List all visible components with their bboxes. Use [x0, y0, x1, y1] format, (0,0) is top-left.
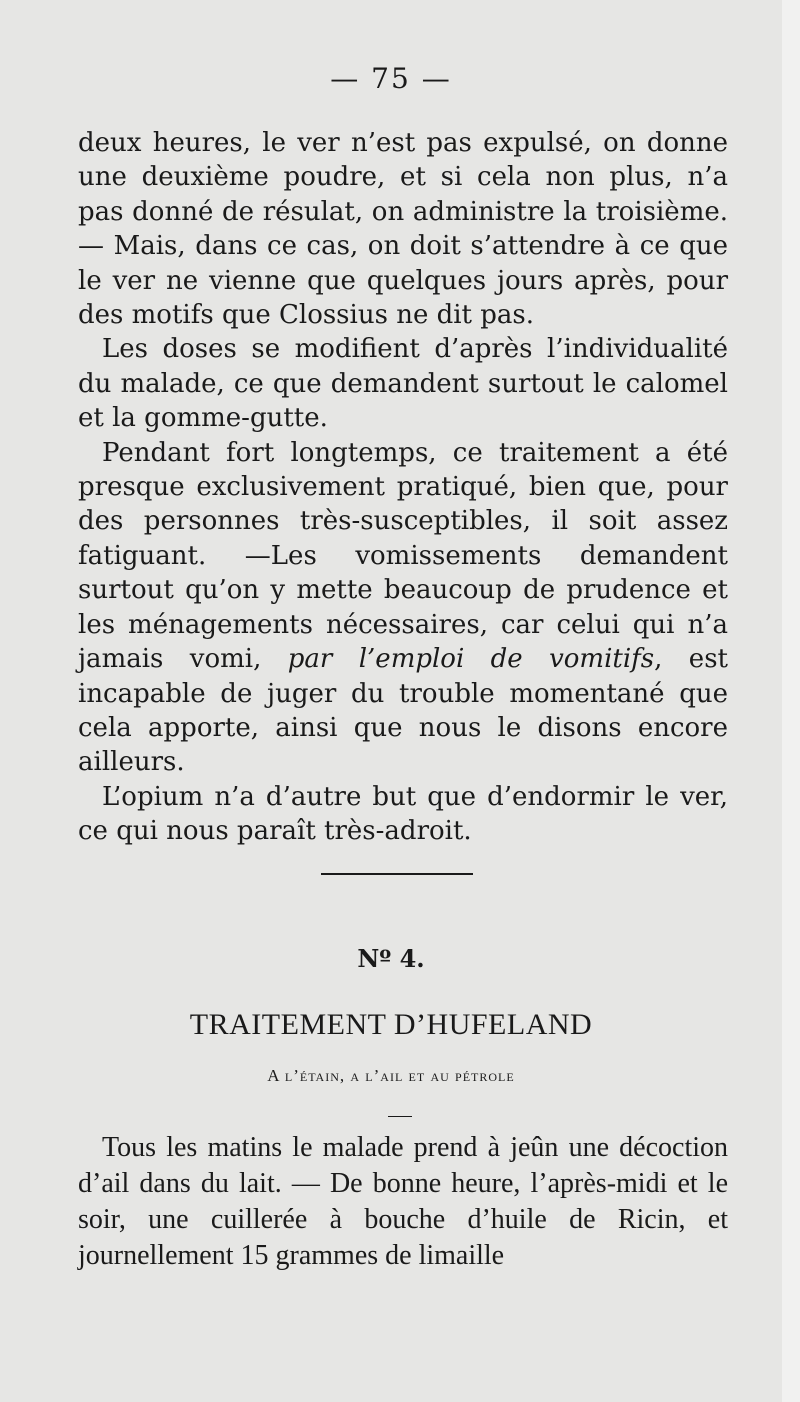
subtitle-divider	[388, 1116, 412, 1117]
paragraph-hufeland: Tous les matins le malade prend à jeûn une décoction d’ail dans du lait. — De bonne heure, l’après-midi et le soir, une cuillerée à bouche d’huile de Ricin, et journellement 15 grammes de limaille	[78, 1132, 728, 1271]
paragraph-traitement	[78, 436, 728, 780]
paragraph-traitement-text-a: Pendant fort longtemps, ce traitement a été presque exclusivement pratiqué, bien que, pour des personnes très-susceptibles, il soit assez fatiguant. —Les vomissements demandent surtout qu’on y mette beaucoup de prudence et les ménagements nécessaires, car celui qui n’a jamais vomi,	[78, 437, 728, 675]
section-title: TRAITEMENT D’HUFELAND	[189, 1008, 593, 1041]
paragraph-traitement-text-b: , est incapable de juger du trouble momentané que cela apporte, ainsi que nous le disons encore ailleurs.	[78, 644, 728, 778]
paragraph-continuation: deux heures, le ver n’est pas expulsé, on donne une deuxième poudre, et si cela non plus, n’a pas donné de résulat, on administre la troisième. — Mais, dans ce cas, on doit s’attendre à ce que le ver ne vienne que quelques jours après, pour des motifs que Clossius ne dit pas.	[78, 128, 728, 331]
paragraph-opium: L’opium n’a d’autre but que d’endormir le ver, ce qui nous paraît très-adroit.	[78, 781, 728, 847]
page-number: — 75 —	[330, 62, 452, 95]
section-divider	[321, 873, 473, 875]
paragraph-traitement-italic: par l’emploi de vomitifs	[287, 644, 655, 675]
paragraph-doses: Les doses se modifient d’après l’individualité du malade, ce que demandent surtout le calomel et la gomme-gutte.	[78, 334, 728, 434]
top-text-block	[78, 126, 728, 849]
section-subtitle: A l’étain, a l’ail et au pétrole	[267, 1066, 515, 1085]
section-number: Nº 4.	[357, 944, 425, 973]
page-edge	[782, 0, 800, 1402]
bottom-text-block	[78, 1130, 728, 1274]
